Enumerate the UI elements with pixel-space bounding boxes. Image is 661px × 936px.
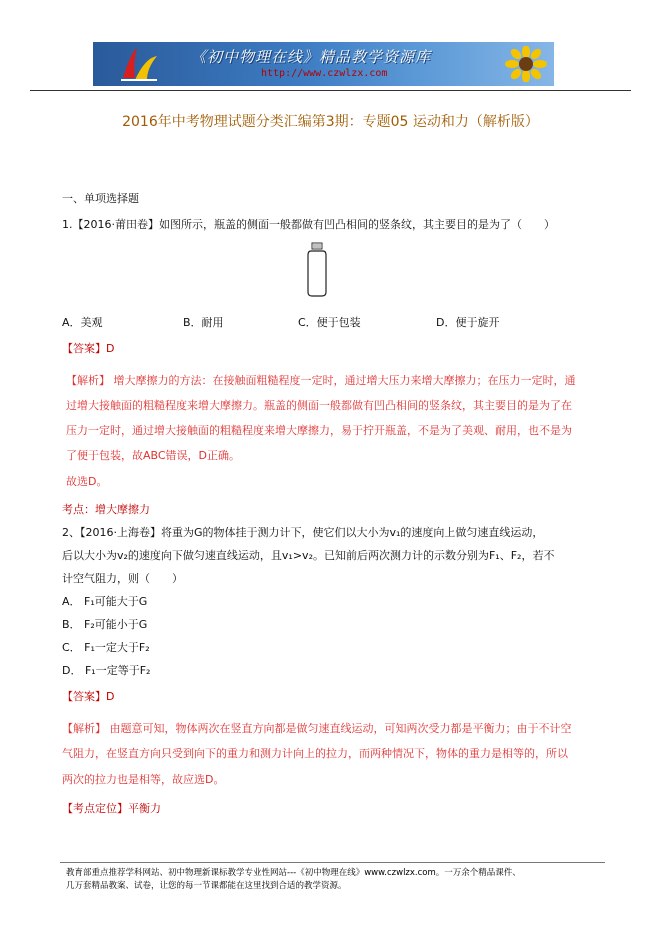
q2-option-a: A． F₁可能大于G xyxy=(62,595,148,608)
q1-stem: 1.【2016·莆田卷】如图所示，瓶盖的侧面一般都做有凹凸相间的竖条纹，其主要目的是为了（ ） xyxy=(62,218,555,231)
q2-option-b: B． F₂可能小于G xyxy=(62,618,148,631)
document-title: 2016年中考物理试题分类汇编第3期：专题05 运动和力（解析版） xyxy=(122,114,539,130)
footer-line: 几万套精品教案、试卷，让您的每一节课都能在这里找到合适的教学资源。 xyxy=(66,881,347,891)
site-logo-icon xyxy=(117,44,161,84)
header-banner xyxy=(93,42,554,86)
q1-answer: 【答案】D xyxy=(62,342,115,355)
q1-kaodian: 考点：增大摩擦力 xyxy=(62,503,150,516)
q1-explanation-line: 了便于包装，故ABC错误，D正确。 xyxy=(66,449,241,462)
q2-explanation-line: 气阻力，在竖直方向只受到向下的重力和测力计向上的拉力，而两种情况下，物体的重力是相等的，所以 xyxy=(62,747,568,760)
q2-answer: 【答案】D xyxy=(62,690,115,703)
q1-explanation-line: 故选D。 xyxy=(66,475,108,488)
q2-explanation-line: 两次的拉力也是相等，故应选D。 xyxy=(62,773,225,786)
bottle-figure xyxy=(306,242,328,298)
banner-url[interactable]: http://www.czwlzx.com xyxy=(261,68,388,79)
sunflower-icon xyxy=(504,46,548,82)
q1-explanation-line: 【解析】 增大摩擦力的方法：在接触面粗糙程度一定时，通过增大压力来增大摩擦力；在压力一定时，通 xyxy=(66,374,576,387)
q1-explanation-line: 压力一定时，通过增大接触面的粗糙程度来增大摩擦力，易于拧开瓶盖，不是为了美观、耐用，也不是为 xyxy=(66,424,572,437)
q1-option-a: A．美观 xyxy=(62,316,103,329)
header-rule xyxy=(30,90,631,91)
q2-option-c: C． F₁一定大于F₂ xyxy=(62,641,150,654)
q2-stem-line: 2、【2016·上海卷】将重为G的物体挂于测力计下，使它们以大小为v₁的速度向上做匀速直线运动， xyxy=(62,526,544,539)
q2-option-d: D． F₁一定等于F₂ xyxy=(62,664,151,677)
q1-option-b: B．耐用 xyxy=(183,316,224,329)
banner-title: 《初中物理在线》精品教学资源库 xyxy=(191,48,432,66)
q1-option-c: C．便于包装 xyxy=(298,316,361,329)
q1-option-d: D．便于旋开 xyxy=(436,316,500,329)
q2-stem-line: 后以大小为v₂的速度向下做匀速直线运动，且v₁>v₂。已知前后两次测力计的示数分别为F₁、F₂，若不 xyxy=(62,549,555,562)
section-heading: 一、单项选择题 xyxy=(62,192,139,205)
q1-explanation-line: 过增大接触面的粗糙程度来增大摩擦力。瓶盖的侧面一般都做有凹凸相间的竖条纹，其主要目的是为了在 xyxy=(66,399,572,412)
q2-kaodian: 【考点定位】平衡力 xyxy=(62,802,161,815)
footer-line: 教育部重点推荐学科网站、初中物理新课标教学专业性网站---《初中物理在线》www.czwlzx.com。一万余个精品课件、 xyxy=(66,868,521,878)
q2-stem-line: 计空气阻力，则（ ） xyxy=(62,572,183,585)
footer-rule xyxy=(60,862,605,863)
q2-explanation-line: 【解析】 由题意可知，物体两次在竖直方向都是做匀速直线运动，可知两次受力都是平衡力；由于不计空 xyxy=(62,722,572,735)
